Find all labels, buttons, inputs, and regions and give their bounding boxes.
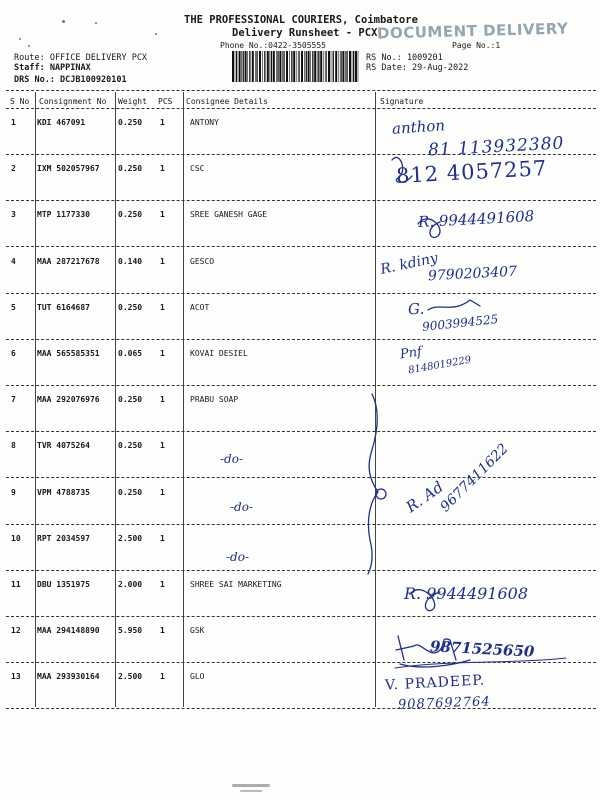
signature-row-13-phone: 9087692764 xyxy=(397,694,491,713)
signature-row-9-name: R. Ad xyxy=(402,477,447,517)
col-consignment: Consignment No xyxy=(39,97,107,106)
ditto-row-8: -do- xyxy=(220,452,244,466)
row-sno: 11 xyxy=(11,580,21,589)
signature-row-6-phone: 8148019229 xyxy=(407,354,473,377)
row-consignee: CSC xyxy=(190,164,205,173)
row-pcs: 1 xyxy=(160,303,165,312)
route-label: Route: OFFICE DELIVERY PCX xyxy=(14,53,148,63)
row-sno: 12 xyxy=(11,626,21,635)
signature-row-1-name: anthon xyxy=(391,116,446,138)
row-consignment-no: MAA 293930164 xyxy=(37,672,100,681)
page-number: Page No.:1 xyxy=(452,41,501,50)
row-weight: 2.500 xyxy=(118,534,143,543)
signature-row-4-name: R. kdiny xyxy=(378,250,440,278)
row-pcs: 1 xyxy=(160,210,165,219)
phone-number: Phone No.:0422-3505555 xyxy=(220,41,326,50)
row-consignment-no: MAA 287217678 xyxy=(37,257,100,266)
signature-row-9-phone: 9677411622 xyxy=(437,440,512,516)
row-weight: 0.250 xyxy=(118,164,143,173)
row-weight: 0.250 xyxy=(118,395,143,404)
ditto-row-9: -do- xyxy=(230,500,254,514)
row-sno: 4 xyxy=(11,257,16,266)
signature-row-11: R. 9944491608 xyxy=(404,584,529,603)
row-pcs: 1 xyxy=(160,164,165,173)
row-pcs: 1 xyxy=(160,488,165,497)
row-sno: 1 xyxy=(11,118,16,127)
col-pcs: PCS xyxy=(158,97,173,106)
row-consignee: GESCO xyxy=(190,257,215,266)
row-consignment-no: IXM 502057967 xyxy=(37,164,100,173)
row-weight: 0.140 xyxy=(118,257,143,266)
row-weight: 0.250 xyxy=(118,118,143,127)
row-consignee: SREE GANESH GAGE xyxy=(190,210,268,219)
scan-speck xyxy=(232,784,270,787)
row-weight: 0.250 xyxy=(118,441,143,450)
col-consignee: Consignee Details xyxy=(186,97,268,106)
signature-row-13-name: V. PRADEEP. xyxy=(384,672,486,694)
company-name: THE PROFESSIONAL COURIERS, Coimbatore xyxy=(184,14,418,26)
signature-row-6-name: Pnf xyxy=(399,344,423,363)
row-weight: 2.000 xyxy=(118,580,143,589)
signature-row-4-phone: 9790203407 xyxy=(427,263,518,285)
row-consignment-no: TUT 6164687 xyxy=(37,303,90,312)
drs-number: DRS No.: DCJB100920101 xyxy=(14,75,127,85)
row-consignee: KOVAI DESIEL xyxy=(190,349,248,358)
row-consignment-no: MAA 292076976 xyxy=(37,395,100,404)
signature-row-2: 812 4057257 xyxy=(395,156,548,188)
row-pcs: 1 xyxy=(160,349,165,358)
scan-speck xyxy=(240,790,262,792)
row-weight: 0.250 xyxy=(118,210,143,219)
signature-row-3: R. 9944491608 xyxy=(417,206,535,232)
row-weight: 5.950 xyxy=(118,626,143,635)
row-sno: 3 xyxy=(11,210,16,219)
ditto-row-10: -do- xyxy=(226,550,250,564)
staff-label: Staff: NAPPINAX xyxy=(14,63,91,73)
row-sno: 5 xyxy=(11,303,16,312)
row-sno: 13 xyxy=(11,672,21,681)
sheet-title: Delivery Runsheet - PCX xyxy=(232,27,378,39)
col-sno: S No xyxy=(10,97,30,106)
row-sno: 8 xyxy=(11,441,16,450)
row-consignment-no: MAA 294148890 xyxy=(37,626,100,635)
row-consignee: ACOT xyxy=(190,303,210,312)
row-pcs: 1 xyxy=(160,626,165,635)
row-consignment-no: MAA 565585351 xyxy=(37,349,100,358)
row-weight: 2.500 xyxy=(118,672,143,681)
row-pcs: 1 xyxy=(160,257,165,266)
document-delivery-stamp: DOCUMENT DELIVERY xyxy=(376,19,569,43)
signature-row-5-phone: 9003994525 xyxy=(421,312,499,334)
row-consignee: ANTONY xyxy=(190,118,219,127)
row-consignment-no: VPM 4788735 xyxy=(37,488,90,497)
signature-row-1-phone: 81 113932380 xyxy=(427,133,565,161)
row-sno: 7 xyxy=(11,395,16,404)
row-pcs: 1 xyxy=(160,580,165,589)
rs-date: RS Date: 29-Aug-2022 xyxy=(366,63,469,73)
row-sno: 9 xyxy=(11,488,16,497)
signature-row-12: 9871525650 xyxy=(429,637,535,661)
row-pcs: 1 xyxy=(160,672,165,681)
row-weight: 0.065 xyxy=(118,349,143,358)
rs-number: RS No.: 1009201 xyxy=(366,53,443,63)
col-weight: Weight xyxy=(118,97,147,106)
row-weight: 0.250 xyxy=(118,488,143,497)
row-consignment-no: DBU 1351975 xyxy=(37,580,90,589)
row-consignment-no: TVR 4075264 xyxy=(37,441,90,450)
row-pcs: 1 xyxy=(160,395,165,404)
row-pcs: 1 xyxy=(160,118,165,127)
row-consignee: GLO xyxy=(190,672,205,681)
row-pcs: 1 xyxy=(160,441,165,450)
row-consignee: GSK xyxy=(190,626,205,635)
row-sno: 6 xyxy=(11,349,16,358)
signature-row-5-name: G. xyxy=(407,299,425,319)
row-consignment-no: KDI 467091 xyxy=(37,118,86,127)
row-pcs: 1 xyxy=(160,534,165,543)
row-weight: 0.250 xyxy=(118,303,143,312)
row-consignment-no: MTP 1177330 xyxy=(37,210,90,219)
row-consignee: SHREE SAI MARKETING xyxy=(190,580,282,589)
row-sno: 2 xyxy=(11,164,16,173)
row-consignment-no: RPT 2034597 xyxy=(37,534,90,543)
col-signature: Signature xyxy=(380,97,424,106)
row-sno: 10 xyxy=(11,534,21,543)
row-consignee: PRABU SOAP xyxy=(190,395,239,404)
